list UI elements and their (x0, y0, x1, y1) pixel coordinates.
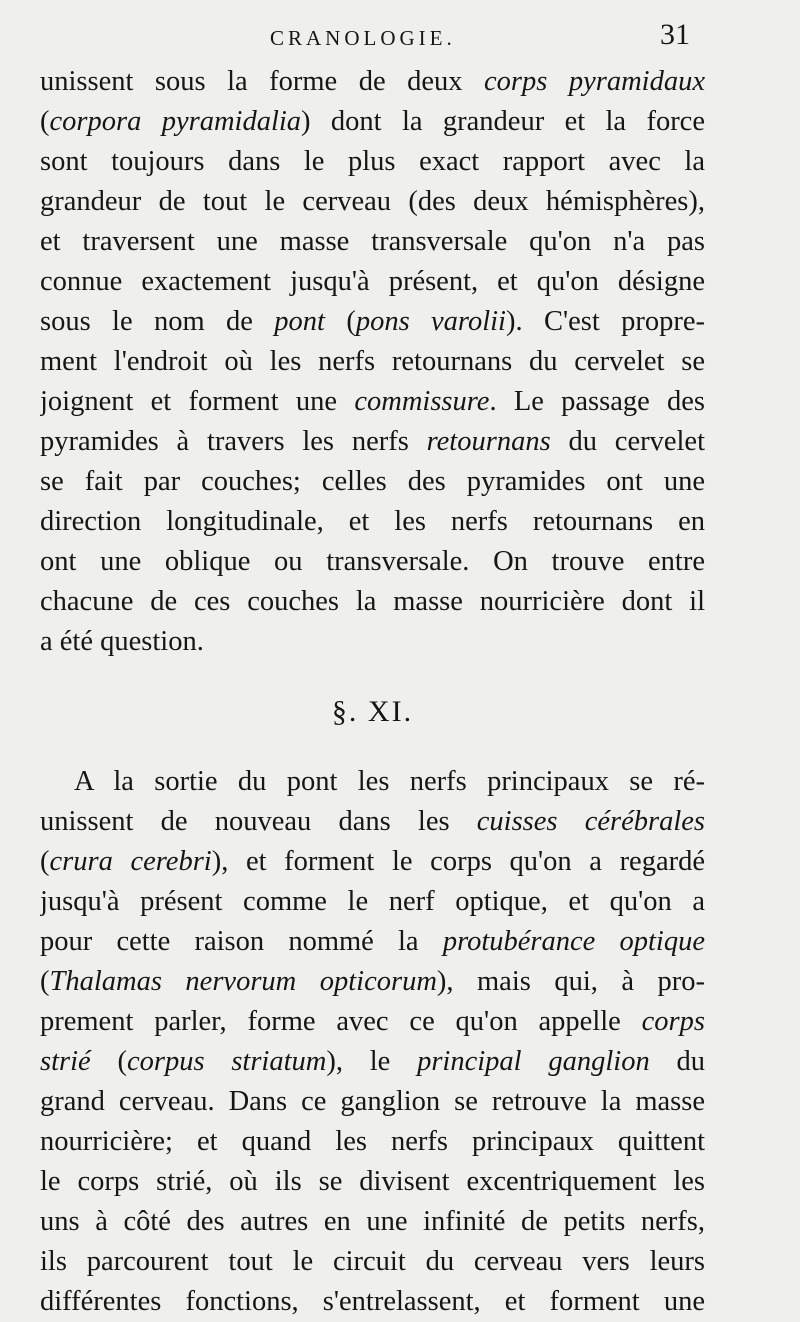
text-line: ils parcourent tout le circuit du cerveau vers leurs (40, 1246, 705, 1277)
text-line: unissent sous la forme de deux corps pyramidaux (40, 66, 705, 97)
text-line: (crura cerebri), et forment le corps qu'on a regardé (40, 846, 705, 877)
text-line: connue exactement jusqu'à présent, et qu'on désigne (40, 266, 705, 297)
section-heading: §. XI. (331, 695, 414, 728)
text-line: a été question. (40, 626, 204, 657)
text-line: nourricière; et quand les nerfs principaux quittent (40, 1126, 705, 1157)
text-line: grand cerveau. Dans ce ganglion se retrouve la masse (40, 1086, 705, 1117)
text-line: A la sortie du pont les nerfs principaux se ré- (74, 766, 705, 797)
text-line: strié (corpus striatum), le principal ganglion du (40, 1046, 705, 1077)
text-line: différentes fonctions, s'entrelassent, et forment une (40, 1286, 705, 1317)
running-head (40, 18, 720, 58)
text-line: grandeur de tout le cerveau (des deux hémisphères), (40, 186, 705, 217)
text-line: se fait par couches; celles des pyramides ont une (40, 466, 705, 497)
text-line: uns à côté des autres en une infinité de petits nerfs, (40, 1206, 705, 1237)
text-line: et traversent une masse transversale qu'on n'a pas (40, 226, 705, 257)
text-line: sont toujours dans le plus exact rapport avec la (40, 146, 705, 177)
text-line: pyramides à travers les nerfs retournans du cervelet (40, 426, 705, 457)
text-line: pour cette raison nommé la protubérance optique (40, 926, 705, 957)
text-line: direction longitudinale, et les nerfs retournans en (40, 506, 705, 537)
text-line: prement parler, forme avec ce qu'on appelle corps (40, 1006, 705, 1037)
running-head-title: CRANOLOGIE. (270, 26, 456, 50)
text-line: chacune de ces couches la masse nourricière dont il (40, 586, 705, 617)
text-line: sous le nom de pont (pons varolii). C'est propre- (40, 306, 705, 337)
text-line: ont une oblique ou transversale. On trouve entre (40, 546, 705, 577)
paragraph-1 (40, 62, 705, 662)
text-line: (corpora pyramidalia) dont la grandeur et la force (40, 106, 705, 137)
text-line: le corps strié, où ils se divisent excentriquement les (40, 1166, 705, 1197)
text-line: unissent de nouveau dans les cuisses cérébrales (40, 806, 705, 837)
text-line: joignent et forment une commissure. Le passage des (40, 386, 705, 417)
text-line: (Thalamas nervorum opticorum), mais qui, à pro- (40, 966, 705, 997)
text-line: ment l'endroit où les nerfs retournans du cervelet se (40, 346, 705, 377)
page-number: 31 (660, 18, 690, 51)
body-text (40, 62, 705, 1322)
paragraph-2 (40, 762, 705, 1322)
text-line: jusqu'à présent comme le nerf optique, et qu'on a (40, 886, 705, 917)
